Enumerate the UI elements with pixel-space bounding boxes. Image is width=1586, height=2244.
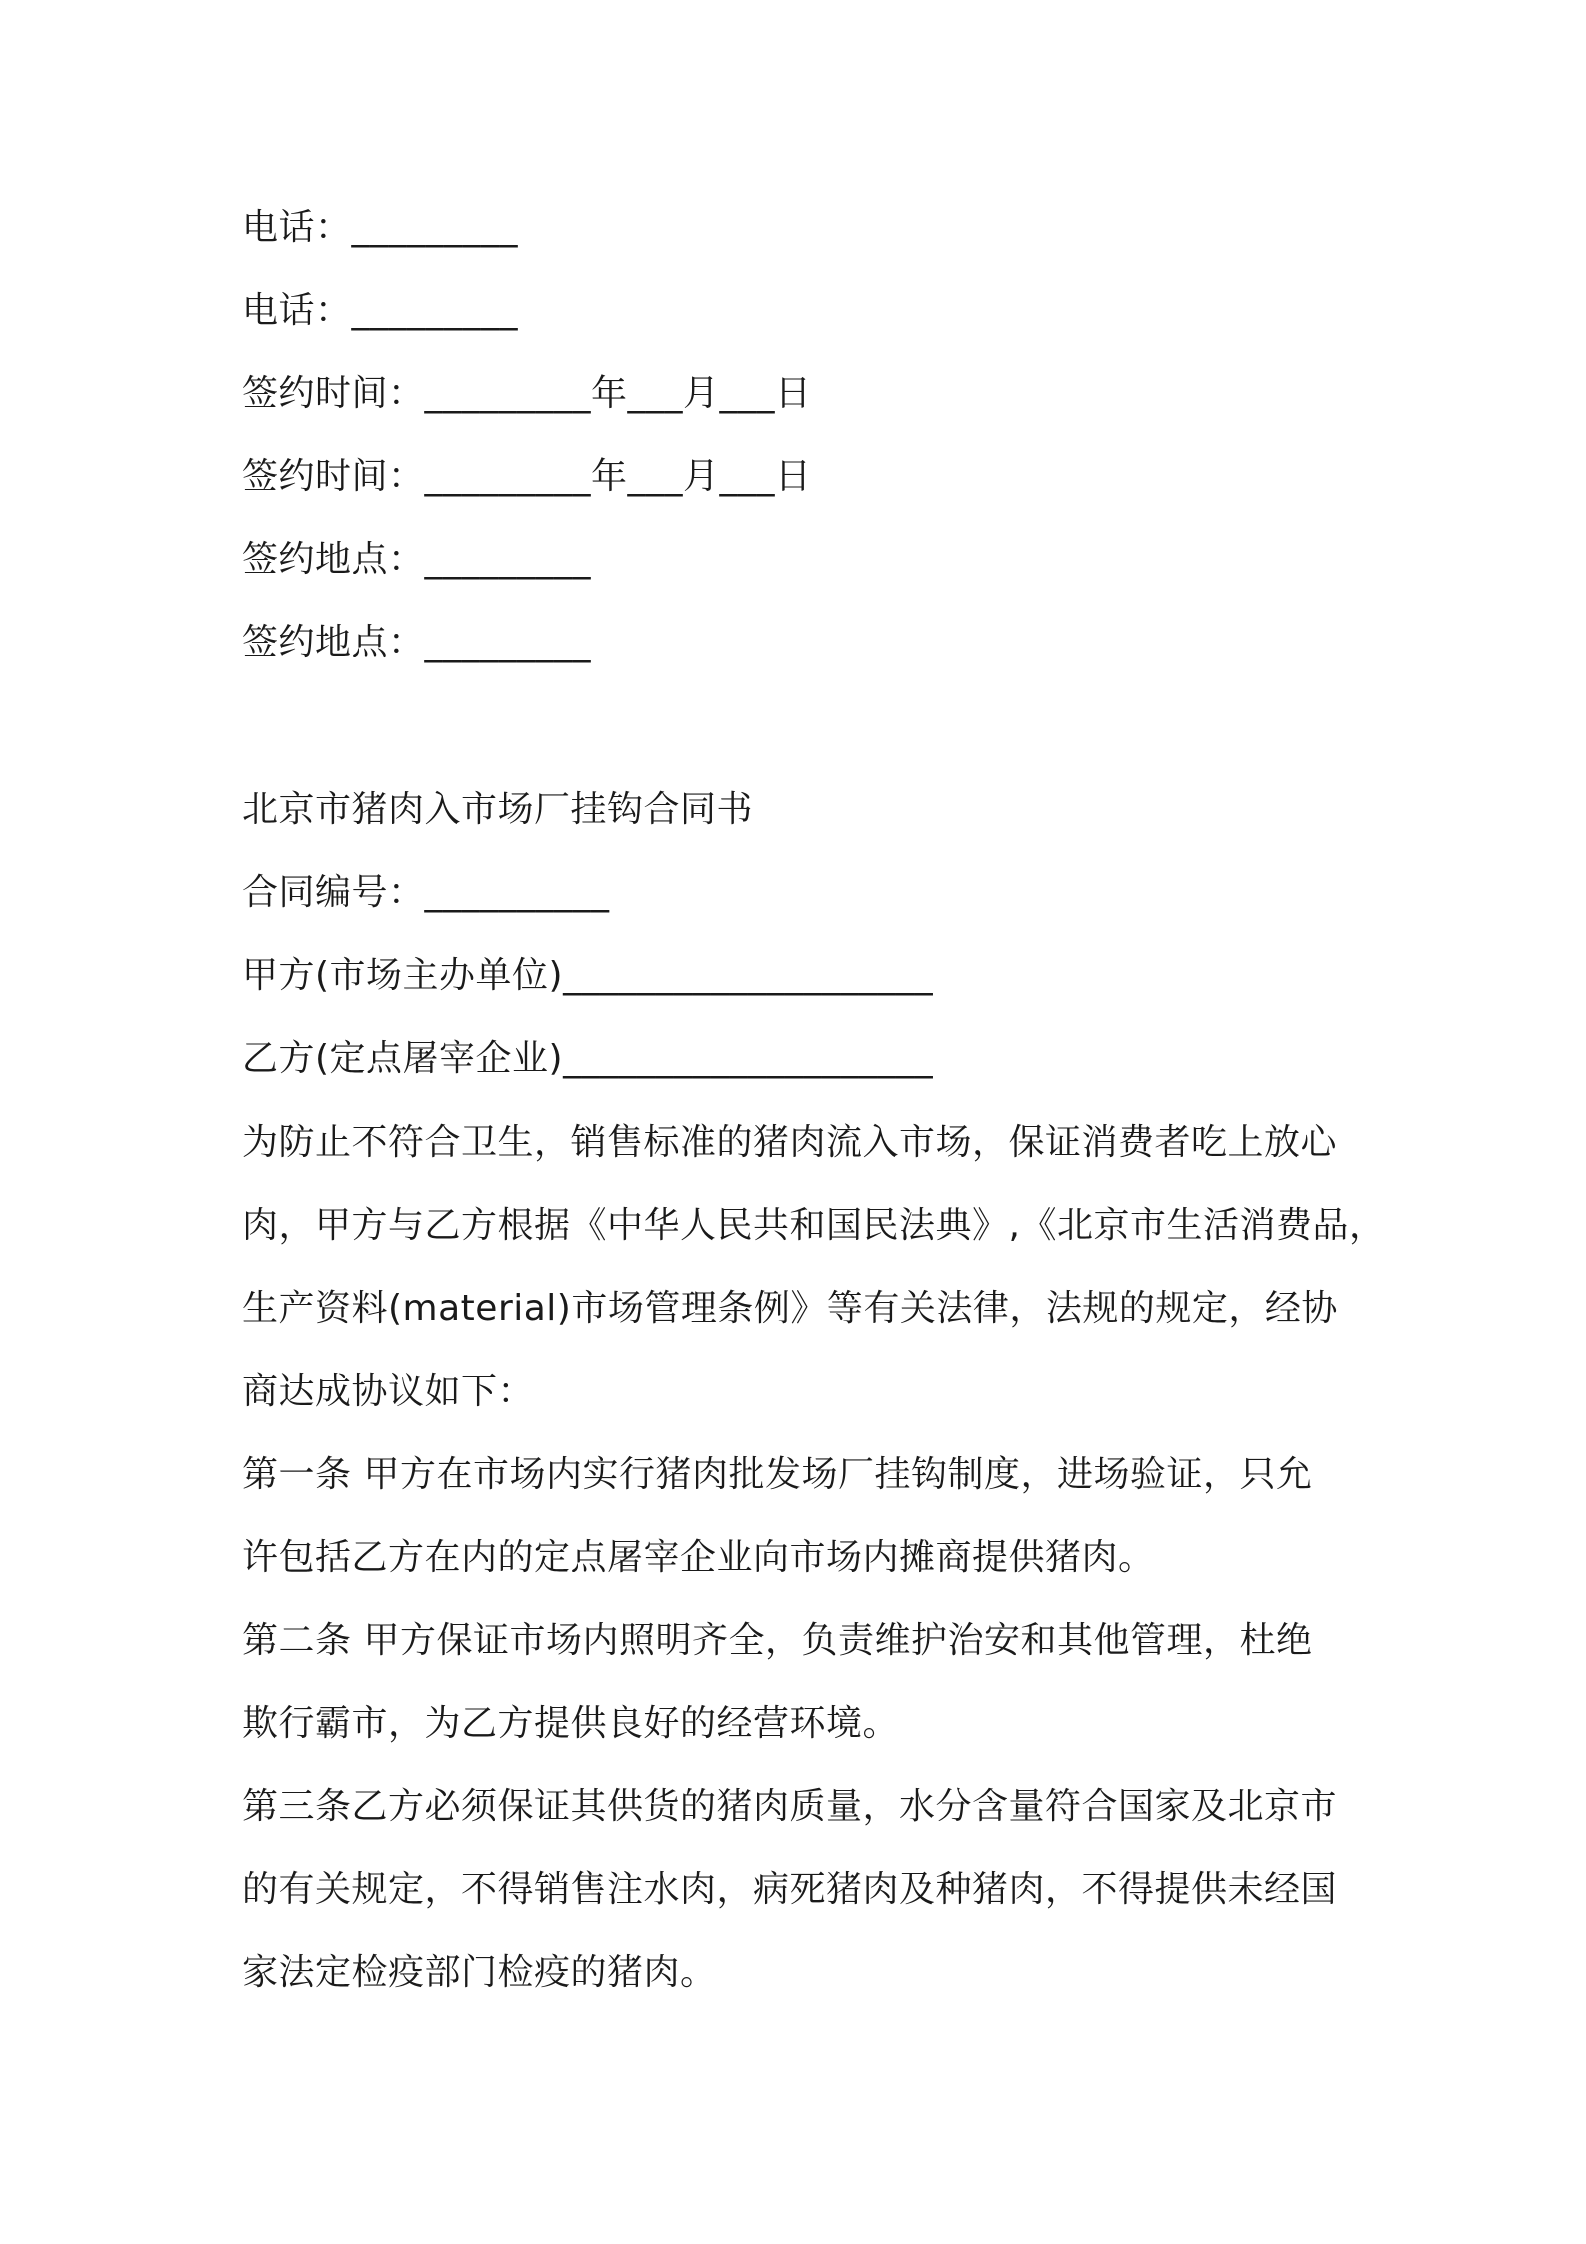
preamble-line: 生产资料(material)市场管理条例》等有关法律，法规的规定，经协	[242, 1288, 1338, 1329]
article-3-line: 的有关规定，不得销售注水肉，病死猪肉及种猪肉，不得提供未经国	[242, 1869, 1338, 1910]
signing-date-line-1: 签约时间：_________年___月___日	[242, 373, 812, 414]
phone-line-1: 电话：_________	[242, 207, 519, 248]
signing-place-line-2: 签约地点：_________	[242, 622, 592, 663]
preamble-paragraph	[242, 1101, 1386, 1433]
article-1-line: 第一条 甲方在市场内实行猪肉批发场厂挂钩制度，进场验证，只允	[242, 1454, 1313, 1495]
article-3-paragraph	[242, 1765, 1362, 2014]
signing-place-line-1: 签约地点：_________	[242, 539, 592, 580]
contract-number-line: 合同编号：__________	[242, 872, 610, 913]
party-b-line: 乙方(定点屠宰企业)____________________	[242, 1038, 934, 1079]
article-1-paragraph	[242, 1433, 1362, 1599]
article-2-line: 欺行霸市，为乙方提供良好的经营环境。	[242, 1703, 900, 1744]
signing-date-line-2: 签约时间：_________年___月___日	[242, 456, 812, 497]
article-3-line: 家法定检疫部门检疫的猪肉。	[242, 1952, 717, 1993]
article-2-line: 第二条 甲方保证市场内照明齐全，负责维护治安和其他管理，杜绝	[242, 1620, 1313, 1661]
article-3-line: 第三条乙方必须保证其供货的猪肉质量，水分含量符合国家及北京市	[242, 1786, 1338, 1827]
preamble-line: 肉，甲方与乙方根据《中华人民共和国民法典》,《北京市生活消费品，	[242, 1205, 1386, 1246]
article-2-paragraph	[242, 1599, 1362, 1765]
contract-title: 北京市猪肉入市场厂挂钩合同书	[242, 789, 754, 830]
article-1-line: 许包括乙方在内的定点屠宰企业向市场内摊商提供猪肉。	[242, 1537, 1155, 1578]
preamble-line: 商达成协议如下：	[242, 1371, 535, 1412]
phone-line-2: 电话：_________	[242, 290, 519, 331]
preamble-line: 为防止不符合卫生，销售标准的猪肉流入市场，保证消费者吃上放心	[242, 1122, 1338, 1163]
party-a-line: 甲方(市场主办单位)____________________	[242, 955, 934, 996]
